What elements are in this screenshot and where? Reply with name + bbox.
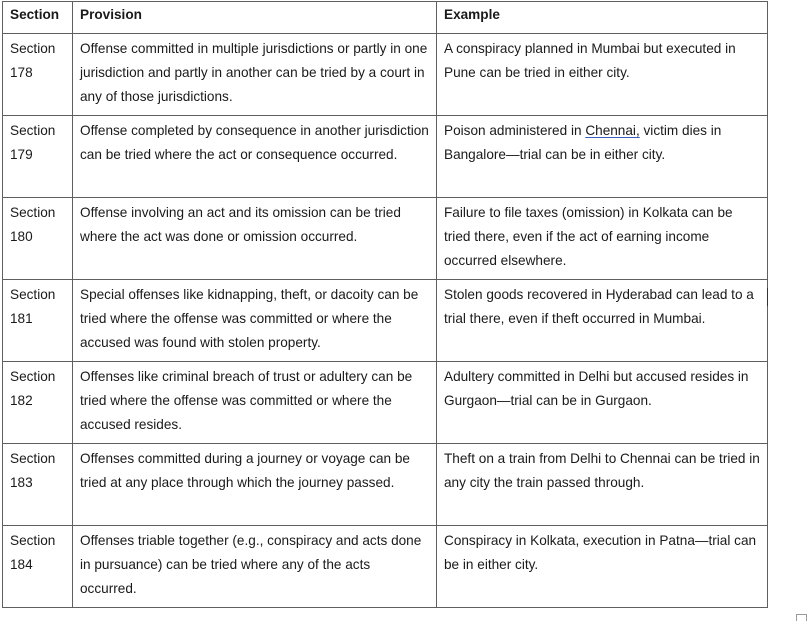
section-cell: Section 178	[3, 34, 73, 116]
header-section: Section	[3, 2, 73, 34]
section-cell: Section 184	[3, 526, 73, 608]
provision-cell: Special offenses like kidnapping, theft, or dacoity can be tried where the offense was committed or where the accused was found with stolen property.	[73, 280, 437, 362]
provision-cell: Offense committed in multiple jurisdictions or partly in one jurisdiction and partly in another can be tried by a court in any of those jurisdictions.	[73, 34, 437, 116]
table-row	[3, 116, 768, 198]
section-cell: Section 179	[3, 116, 73, 198]
section-cell: Section 180	[3, 198, 73, 280]
spellcheck-underlined-word[interactable]: Chennai,	[585, 123, 640, 138]
table-header-row	[3, 2, 768, 34]
provision-cell: Offenses triable together (e.g., conspiracy and acts done in pursuance) can be tried where any of the acts occurred.	[73, 526, 437, 608]
example-cell: Conspiracy in Kolkata, execution in Patna—trial can be in either city.	[437, 526, 768, 608]
table-row	[3, 198, 768, 280]
table-row	[3, 34, 768, 116]
header-example: Example	[437, 2, 768, 34]
example-cell: A conspiracy planned in Mumbai but executed in Pune can be tried in either city.	[437, 34, 768, 116]
provision-cell: Offenses like criminal breach of trust or adultery can be tried where the offense was committed or where the accused resides.	[73, 362, 437, 444]
provision-cell: Offense completed by consequence in another jurisdiction can be tried where the act or consequence occurred.	[73, 116, 437, 198]
header-provision: Provision	[73, 2, 437, 34]
example-text-end: victim dies in Bangalore—trial can be in either city.	[444, 123, 722, 162]
section-cell: Section 182	[3, 362, 73, 444]
section-cell: Section 181	[3, 280, 73, 362]
example-cell: Failure to file taxes (omission) in Kolkata can be tried there, even if the act of earning income occurred elsewhere.	[437, 198, 768, 280]
text-cursor	[767, 288, 768, 306]
example-text-start: Poison administered in	[444, 123, 586, 138]
example-cell: Theft on a train from Delhi to Chennai can be tried in any city the train passed through.	[437, 444, 768, 526]
table-row	[3, 362, 768, 444]
table-row	[3, 444, 768, 526]
section-cell: Section 183	[3, 444, 73, 526]
table-row	[3, 280, 768, 362]
example-cell	[437, 116, 768, 198]
provision-cell: Offense involving an act and its omission can be tried where the act was done or omission occurred.	[73, 198, 437, 280]
provisions-table	[2, 1, 768, 608]
example-cell: Stolen goods recovered in Hyderabad can lead to a trial there, even if theft occurred in Mumbai.	[437, 280, 768, 362]
provision-cell: Offenses committed during a journey or voyage can be tried at any place through which the journey passed.	[73, 444, 437, 526]
table-row	[3, 526, 768, 608]
example-cell: Adultery committed in Delhi but accused resides in Gurgaon—trial can be in Gurgaon.	[437, 362, 768, 444]
table-resize-handle[interactable]	[796, 614, 807, 621]
